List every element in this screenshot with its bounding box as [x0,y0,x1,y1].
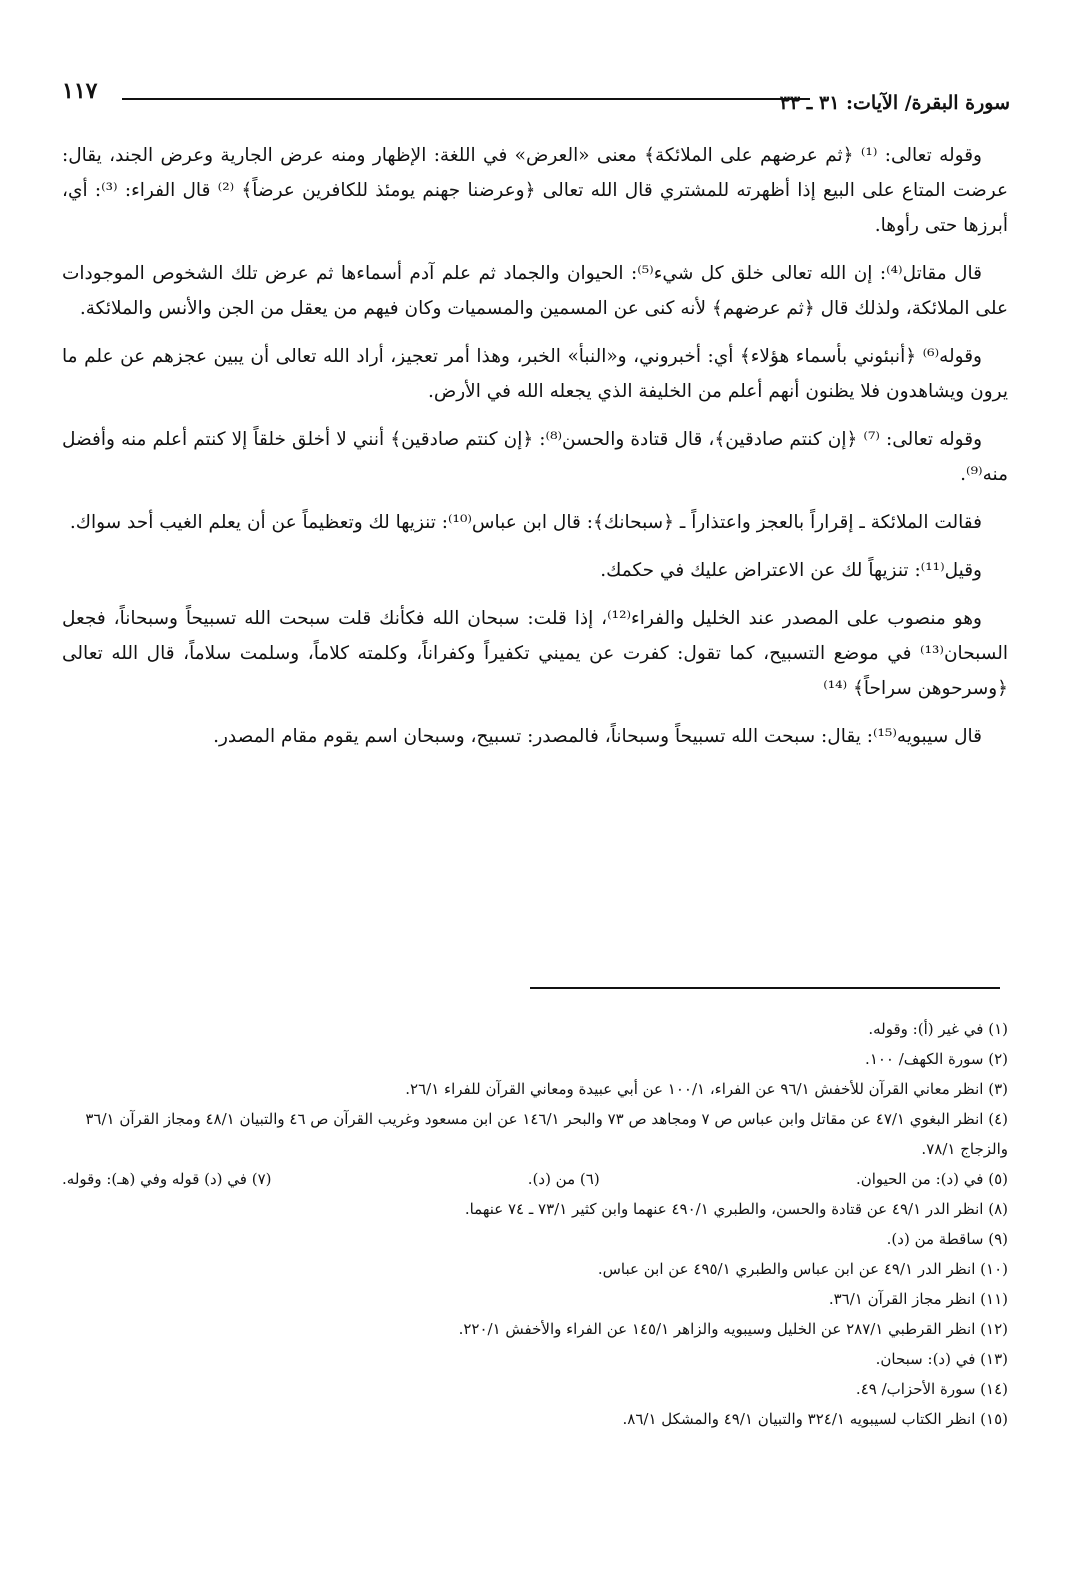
footnote: (٦) من (د). [527,1170,600,1188]
footnote: (٤) انظر البغوي ٤٧/١ عن مقاتل وابن عباس ص ٧ ومجاهد ص ٧٣ والبحر ١٤٦/١ عن ابن مسعود وغريب القرآن ص ٤٦ والتبيان ٤٨/١ ومجاز القرآن ٣٦/١ والزجاج ٧٨/١. [85,1110,1008,1158]
paragraph: فقالت الملائكة ـ إقراراً بالعجز واعتذاراً ـ ﴿سبحانك﴾: قال ابن عباس⁽¹⁰⁾: تنزيها لك وتعظيماً عن أن يعلم الغيب أحد سواك. [69,512,982,533]
footnotes [62,1014,1008,1434]
paragraph: وقيل⁽¹¹⁾: تنزيهاً لك عن الاعتراض عليك في حكمك. [600,560,982,581]
footnote: (٥) في (د): من الحيوان. [855,1170,1008,1188]
footnote: (٧) في (د) قوله وفي (هـ): وقوله. [62,1170,272,1188]
footnote: (١٢) انظر القرطبي ٢٨٧/١ عن الخليل وسيبويه والزاهر ١٤٥/١ عن الفراء والأخفش ٢٢٠/١. [458,1320,1008,1338]
footnote: (٩) ساقطة من (د). [886,1230,1008,1248]
footnote-separator [530,987,1000,989]
main-text [62,138,1008,767]
page-number: ١١٧ [62,78,98,104]
footnote: (٨) انظر الدر ٤٩/١ عن قتادة والحسن، والطبري ٤٩٠/١ عنهما وابن كثير ٧٣/١ ـ ٧٤ عنهما. [464,1200,1008,1218]
footnote: (٣) انظر معاني القرآن للأخفش ٩٦/١ عن الفراء، ١٠٠/١ عن أبي عبيدة ومعاني القرآن للفراء ٢٦/١. [405,1080,1008,1098]
header-rule [122,98,810,100]
footnote-row [62,1164,1008,1194]
footnote: (١٠) انظر الدر ٤٩/١ عن ابن عباس والطبري ٤٩٥/١ عن ابن عباس. [597,1260,1008,1278]
paragraph: وقوله تعالى: ⁽¹⁾ ﴿ثم عرضهم على الملائكة﴾ معنى «العرض» في اللغة: الإظهار ومنه عرض الجارية وعرض الجند، يقال: عرضت المتاع على البيع إذا أظهرته للمشتري قال الله تعالى ﴿وعرضنا جهنم يومئذ للكافرين عرضاً﴾ ⁽²⁾ قال الفراء: ⁽³⁾: أي، أبرزها حتى رأوها. [62,145,1008,236]
paragraph: وقوله⁽⁶⁾ ﴿أنبئوني بأسماء هؤلاء﴾ أي: أخبروني، و«النبأ» الخبر، وهذا أمر تعجيز، أراد الله تعالى أن يبين عجزهم عن علم ما يرون ويشاهدون فلا يظنون أنهم أعلم من الخليفة الذي يجعله الله في الأرض. [62,346,1008,402]
footnote: (١) في غير (أ): وقوله. [868,1020,1008,1038]
footnote: (١٤) سورة الأحزاب/ ٤٩. [855,1380,1008,1398]
page-header [60,78,1010,118]
footnote: (٢) سورة الكهف/ ١٠٠. [865,1050,1008,1068]
paragraph: وهو منصوب على المصدر عند الخليل والفراء⁽¹²⁾، إذا قلت: سبحان الله فكأنك قلت سبحت الله تسبيحاً وسبحاناً، فجعل السبحان⁽¹³⁾ في موضع التسبيح، كما تقول: كفرت عن يميني تكفيراً وكفراناً، وكلمته كلاماً، وسلمت سلاماً، قال الله تعالى ﴿وسرحوهن سراحاً﴾ ⁽¹⁴⁾ [62,608,1008,699]
footnote: (١١) انظر مجاز القرآن ٣٦/١. [828,1290,1008,1308]
paragraph: وقوله تعالى: ⁽⁷⁾ ﴿إن كنتم صادقين﴾، قال قتادة والحسن⁽⁸⁾: ﴿إن كنتم صادقين﴾ أنني لا أخلق خلقاً إلا كنتم أعلم منه وأفضل منه⁽⁹⁾. [62,429,1008,485]
paragraph: قال مقاتل⁽⁴⁾: إن الله تعالى خلق كل شيء⁽⁵⁾: الحيوان والجماد ثم علم آدم أسماءها ثم عرض تلك الشخوص الموجودات على الملائكة، ولذلك قال ﴿ثم عرضهم﴾ لأنه كنى عن المسمين والمسميات وكان فيهم من يعقل من الجن والأنس والملائكة. [62,263,1008,319]
running-title: سورة البقرة/ الآيات: ٣١ ـ ٣٣ [779,92,1010,114]
footnote: (١٣) في (د): سبحان. [875,1350,1008,1368]
footnote: (١٥) انظر الكتاب لسيبويه ٣٢٤/١ والتبيان ٤٩/١ والمشكل ٨٦/١. [622,1410,1008,1428]
paragraph: قال سيبويه⁽¹⁵⁾: يقال: سبحت الله تسبيحاً وسبحاناً، فالمصدر: تسبيح، وسبحان اسم يقوم مقام المصدر. [213,726,982,747]
